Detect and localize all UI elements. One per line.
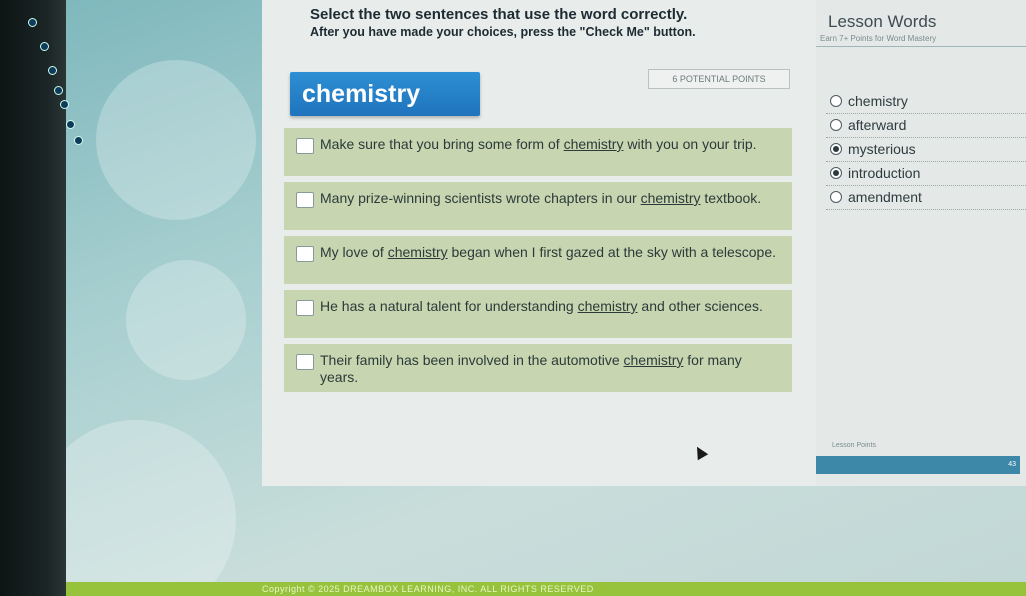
checkbox[interactable] bbox=[296, 138, 314, 154]
lesson-points-label: Lesson Points bbox=[832, 442, 876, 449]
mouse-cursor-icon bbox=[692, 444, 708, 460]
lesson-word-item[interactable]: afterward bbox=[826, 114, 1026, 138]
lesson-word-item[interactable]: chemistry bbox=[826, 90, 1026, 114]
instruction-line-1: Select the two sentences that use the word correctly. bbox=[310, 6, 688, 23]
sentence-option-3[interactable]: My love of chemistry began when I first gazed at the sky with a telescope. bbox=[284, 236, 792, 284]
instruction-line-2: After you have made your choices, press the "Check Me" button. bbox=[310, 25, 696, 39]
sentence-option-5[interactable]: Their family has been involved in the automotive chemistry for many years. bbox=[284, 344, 792, 392]
radio-empty-icon bbox=[830, 119, 842, 131]
radio-empty-icon bbox=[830, 95, 842, 107]
instructions bbox=[310, 6, 696, 39]
lesson-points-bar bbox=[816, 456, 1020, 474]
sentence-option-1[interactable]: Make sure that you bring some form of chemistry with you on your trip. bbox=[284, 128, 792, 176]
radio-empty-icon bbox=[830, 191, 842, 203]
checkbox[interactable] bbox=[296, 354, 314, 370]
sidebar-subtitle: Earn 7+ Points for Word Mastery bbox=[816, 34, 1026, 47]
sentence-option-2[interactable]: Many prize-winning scientists wrote chapters in our chemistry textbook. bbox=[284, 182, 792, 230]
checkbox[interactable] bbox=[296, 192, 314, 208]
checkbox[interactable] bbox=[296, 246, 314, 262]
lesson-word-item[interactable]: introduction bbox=[826, 162, 1026, 186]
lesson-panel bbox=[262, 0, 1026, 486]
lesson-word-item[interactable]: mysterious bbox=[826, 138, 1026, 162]
radio-filled-icon bbox=[830, 167, 842, 179]
sidebar-title: Lesson Words bbox=[828, 12, 937, 31]
target-word: chemistry bbox=[290, 72, 480, 116]
lesson-word-item[interactable]: amendment bbox=[826, 186, 1026, 210]
radio-filled-icon bbox=[830, 143, 842, 155]
sentence-options bbox=[284, 128, 792, 398]
lesson-words-sidebar bbox=[816, 0, 1026, 486]
lesson-points-fill: 43 bbox=[816, 456, 1020, 474]
lesson-word-list bbox=[826, 90, 1026, 210]
checkbox[interactable] bbox=[296, 300, 314, 316]
potential-points: 6 POTENTIAL POINTS bbox=[648, 69, 790, 89]
copyright-footer: Copyright © 2025 DREAMBOX LEARNING, INC. ALL RIGHTS RESERVED bbox=[66, 582, 1026, 596]
sentence-option-4[interactable]: He has a natural talent for understanding chemistry and other sciences. bbox=[284, 290, 792, 338]
